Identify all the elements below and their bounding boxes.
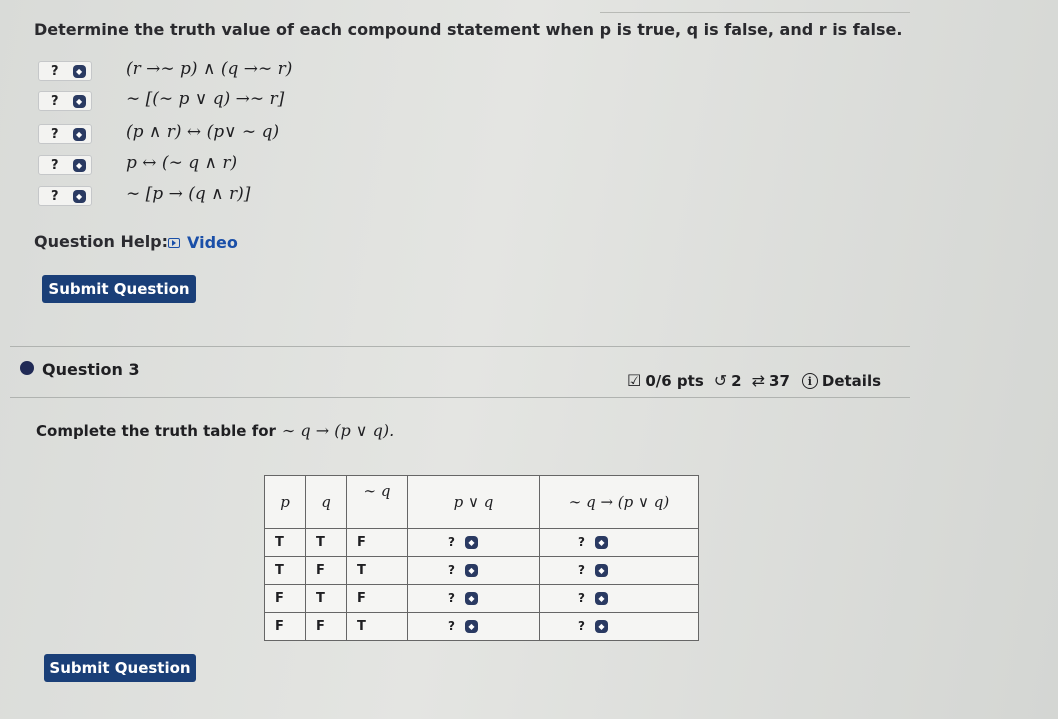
chevron-select-icon: ◆ (73, 95, 86, 108)
answer-dropdown[interactable] (578, 619, 608, 633)
question-meta (627, 371, 881, 390)
question-prompt: Determine the truth value of each compound statement when p is true, q is false, and r is false. (34, 20, 903, 39)
answer-dropdown[interactable] (448, 619, 478, 633)
retries-count: 2 (731, 371, 742, 390)
answer-dropdown[interactable] (38, 186, 92, 206)
details-link[interactable]: Details (821, 371, 882, 390)
dropdown-value: ? (51, 157, 59, 173)
instruction-text: Complete the truth table for (36, 422, 276, 440)
cell-result (540, 613, 699, 641)
answer-dropdown[interactable] (578, 535, 608, 549)
answer-dropdown[interactable] (448, 535, 478, 549)
chevron-select-icon: ◆ (595, 564, 608, 577)
submit-question-button[interactable]: Submit Question (44, 654, 196, 682)
table-row (265, 557, 699, 585)
section-divider (10, 397, 910, 398)
instruction-expression: ∼ q → (p ∨ q). (281, 421, 395, 440)
cell-q: T (306, 585, 347, 613)
chevron-select-icon: ◆ (73, 159, 86, 172)
answer-dropdown[interactable] (448, 591, 478, 605)
cell-result (540, 585, 699, 613)
video-link-label: Video (187, 233, 238, 252)
cell-result (540, 529, 699, 557)
dropdown-value: ? (578, 535, 585, 549)
answer-dropdown[interactable] (38, 91, 92, 111)
chevron-select-icon: ◆ (465, 564, 478, 577)
chevron-select-icon: ◆ (73, 128, 86, 141)
cell-q: F (306, 613, 347, 641)
info-circle-icon[interactable]: i (802, 373, 818, 389)
table-row (265, 613, 699, 641)
cell-p: F (265, 613, 306, 641)
answer-dropdown[interactable] (578, 563, 608, 577)
dropdown-value: ? (448, 563, 455, 577)
table-row (265, 529, 699, 557)
dropdown-value: ? (578, 619, 585, 633)
header-p: p (265, 476, 306, 529)
question-help-label: Question Help: (34, 232, 169, 251)
cell-result (540, 557, 699, 585)
cell-p: F (265, 585, 306, 613)
chevron-select-icon: ◆ (465, 592, 478, 605)
statement-expression: ∼ [p → (q ∧ r)] (126, 184, 251, 204)
submit-question-button[interactable]: Submit Question (42, 275, 196, 303)
truth-table (264, 475, 699, 641)
chevron-select-icon: ◆ (465, 620, 478, 633)
truth-table-instruction (36, 421, 394, 440)
chevron-select-icon: ◆ (73, 65, 86, 78)
cell-not-q: F (347, 585, 408, 613)
answer-dropdown[interactable] (38, 155, 92, 175)
cell-p: T (265, 557, 306, 585)
statement-expression: (r →∼ p) ∧ (q →∼ r) (126, 59, 293, 79)
chevron-select-icon: ◆ (465, 536, 478, 549)
dropdown-value: ? (578, 563, 585, 577)
answer-dropdown[interactable] (578, 591, 608, 605)
statement-expression: ∼ [(∼ p ∨ q) →∼ r] (126, 89, 285, 109)
dropdown-value: ? (51, 188, 59, 204)
top-divider (600, 12, 910, 13)
cell-not-q: F (347, 529, 408, 557)
cell-p-or-q (408, 557, 540, 585)
attempts-count: 37 (769, 371, 790, 390)
repeat-icon: ⇄ (751, 371, 766, 390)
table-row (265, 585, 699, 613)
question-title: Question 3 (42, 360, 140, 379)
answer-dropdown[interactable] (38, 61, 92, 81)
dropdown-value: ? (578, 591, 585, 605)
statement-expression: p ↔ (∼ q ∧ r) (126, 153, 238, 173)
header-p-or-q: p ∨ q (408, 476, 540, 529)
header-result: ∼ q → (p ∨ q) (540, 476, 699, 529)
cell-p-or-q (408, 529, 540, 557)
dropdown-value: ? (51, 93, 59, 109)
section-divider (10, 346, 910, 347)
header-not-q: ∼ q (347, 476, 408, 529)
chevron-select-icon: ◆ (73, 190, 86, 203)
answer-dropdown[interactable] (38, 124, 92, 144)
dropdown-value: ? (448, 535, 455, 549)
cell-q: F (306, 557, 347, 585)
question-status-bullet (20, 361, 34, 375)
answer-dropdown[interactable] (448, 563, 478, 577)
cell-p: T (265, 529, 306, 557)
cell-p-or-q (408, 613, 540, 641)
points-text: 0/6 pts (645, 371, 704, 390)
header-q: q (306, 476, 347, 529)
dropdown-value: ? (51, 126, 59, 142)
dropdown-value: ? (448, 591, 455, 605)
video-play-icon (168, 238, 180, 248)
undo-icon: ↺ (713, 371, 728, 390)
cell-not-q: T (347, 613, 408, 641)
pencil-square-icon: ☑ (627, 371, 642, 390)
dropdown-value: ? (51, 63, 59, 79)
cell-q: T (306, 529, 347, 557)
video-link[interactable] (168, 233, 238, 252)
chevron-select-icon: ◆ (595, 592, 608, 605)
chevron-select-icon: ◆ (595, 536, 608, 549)
dropdown-value: ? (448, 619, 455, 633)
cell-not-q: T (347, 557, 408, 585)
statement-expression: (p ∧ r) ↔ (p∨ ∼ q) (126, 122, 280, 142)
table-header-row (265, 476, 699, 529)
chevron-select-icon: ◆ (595, 620, 608, 633)
cell-p-or-q (408, 585, 540, 613)
